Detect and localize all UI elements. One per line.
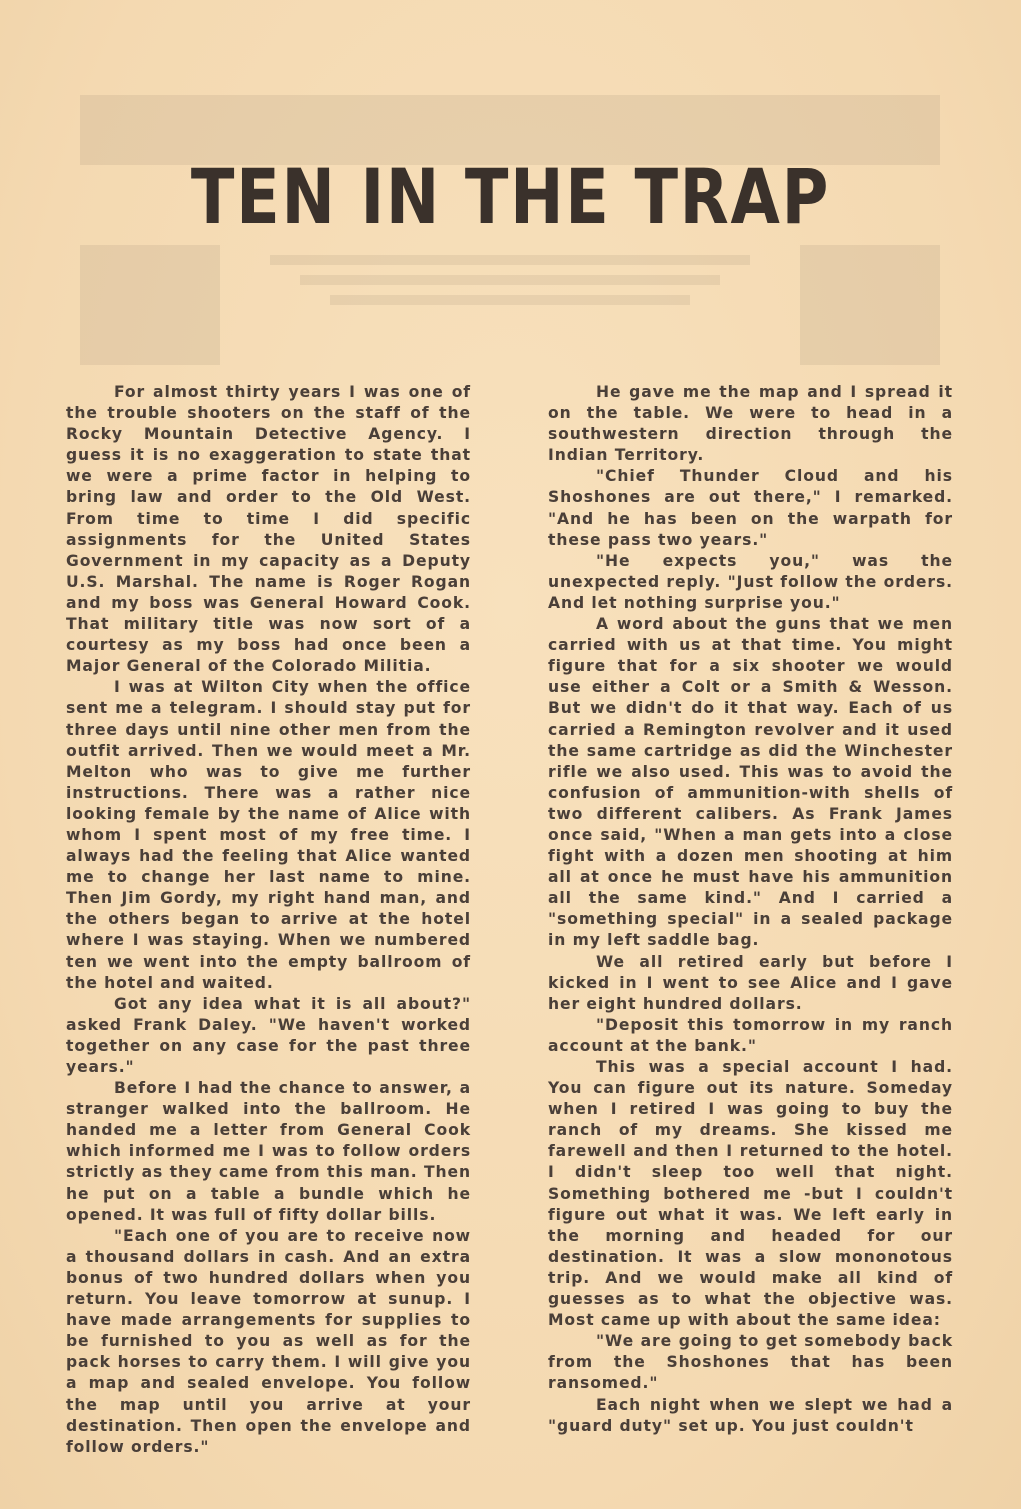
paragraph: He gave me the map and I spread it on the table. We were to head in a southwestern direction through the Indian Territory. — [548, 383, 953, 465]
paragraph: A word about the guns that we men carried with us at that time. You might figure that for a six shooter we would use either a Colt or a Smith & Wesson. But we didn't do it that way. Each of us carried a Remington revolver and it used the same cartridge as did the Winchester rifle we also used. This was to avoid the confusion of ammunition-with shells of two different calibers. As Frank James once said, "When a man gets into a close fight with a dozen men shooting at him all at once he must have his ammunition all the same kind." And I carried a "something special" in a sealed package in my left saddle bag. — [548, 615, 953, 950]
bleed-through-block — [800, 245, 940, 365]
paragraph: This was a special account I had. You can figure out its nature. Someday when I retired I was going to buy the ranch of my dreams. She kissed me farewell and then I returned to the hotel. I didn't sleep too well that night. Something bothered me -but I couldn't figure out what it was. We left early in the morning and headed for our destination. It was a slow mononotous trip. And we would make all kind of guesses as to what the objective was. Most came up with about the same idea: — [548, 1058, 953, 1330]
bleed-through-block — [80, 245, 220, 365]
paragraph: Each night when we slept we had a "guard duty" set up. You just couldn't — [548, 1395, 953, 1435]
paragraph: "He expects you," was the unexpected reply. "Just follow the orders. And let nothing surprise you." — [548, 551, 953, 612]
bleed-through-line — [330, 295, 690, 305]
paragraph: We all retired early but before I kicked in I went to see Alice and I gave her eight hundred dollars. — [548, 952, 953, 1013]
bleed-through-line — [270, 255, 750, 265]
paragraph: Before I had the chance to answer, a stranger walked into the ballroom. He handed me a letter from General Cook which informed me I was to follow orders strictly as they came from this man. Then he put on a table a bundle which he opened. It was full of fifty dollar bills. — [66, 1079, 471, 1224]
paragraph: Got any idea what it is all about?" asked Frank Daley. "We haven't worked together on any case for the past three years." — [66, 994, 471, 1076]
paragraph: "Chief Thunder Cloud and his Shoshones are out there," I remarked. "And he has been on the warpath for these pass two years." — [548, 467, 953, 549]
text-column-right — [548, 382, 953, 1437]
paragraph: "Deposit this tomorrow in my ranch account at the bank." — [548, 1015, 953, 1055]
page-title: TEN IN THE TRAP — [190, 152, 831, 241]
paragraph: "We are going to get somebody back from the Shoshones that has been ransomed." — [548, 1332, 953, 1393]
paragraph: I was at Wilton City when the office sent me a telegram. I should stay put for three days until nine other men from the outfit arrived. Then we would meet a Mr. Melton who was to give me further instructions. There was a rather nice looking female by the name of Alice with whom I spent most of my free time. I always had the feeling that Alice wanted me to change her last name to mine. Then Jim Gordy, my right hand man, and the others began to arrive at the hotel where I was staying. When we numbered ten we went into the empty ballroom of the hotel and waited. — [66, 678, 471, 992]
paragraph: "Each one of you are to receive now a thousand dollars in cash. And an extra bonus of two hundred dollars when you return. You leave tomorrow at sunup. I have made arrangements for supplies to be furnished to you as well as for the pack horses to carry them. I will give you a map and sealed envelope. You follow the map until you arrive at your destination. Then open the envelope and follow orders." — [66, 1226, 471, 1456]
paragraph: For almost thirty years I was one of the trouble shooters on the staff of the Rocky Mountain Detective Agency. I guess it is no exaggeration to state that we were a prime factor in helping to bring law and order to the Old West. From time to time I did specific assignments for the United States Government in my capacity as a Deputy U.S. Marshal. The name is Roger Rogan and my boss was General Howard Cook. That military title was now sort of a courtesy as my boss had once been a Major General of the Colorado Militia. — [66, 383, 471, 676]
bleed-through-line — [300, 275, 720, 285]
text-column-left — [66, 382, 471, 1458]
